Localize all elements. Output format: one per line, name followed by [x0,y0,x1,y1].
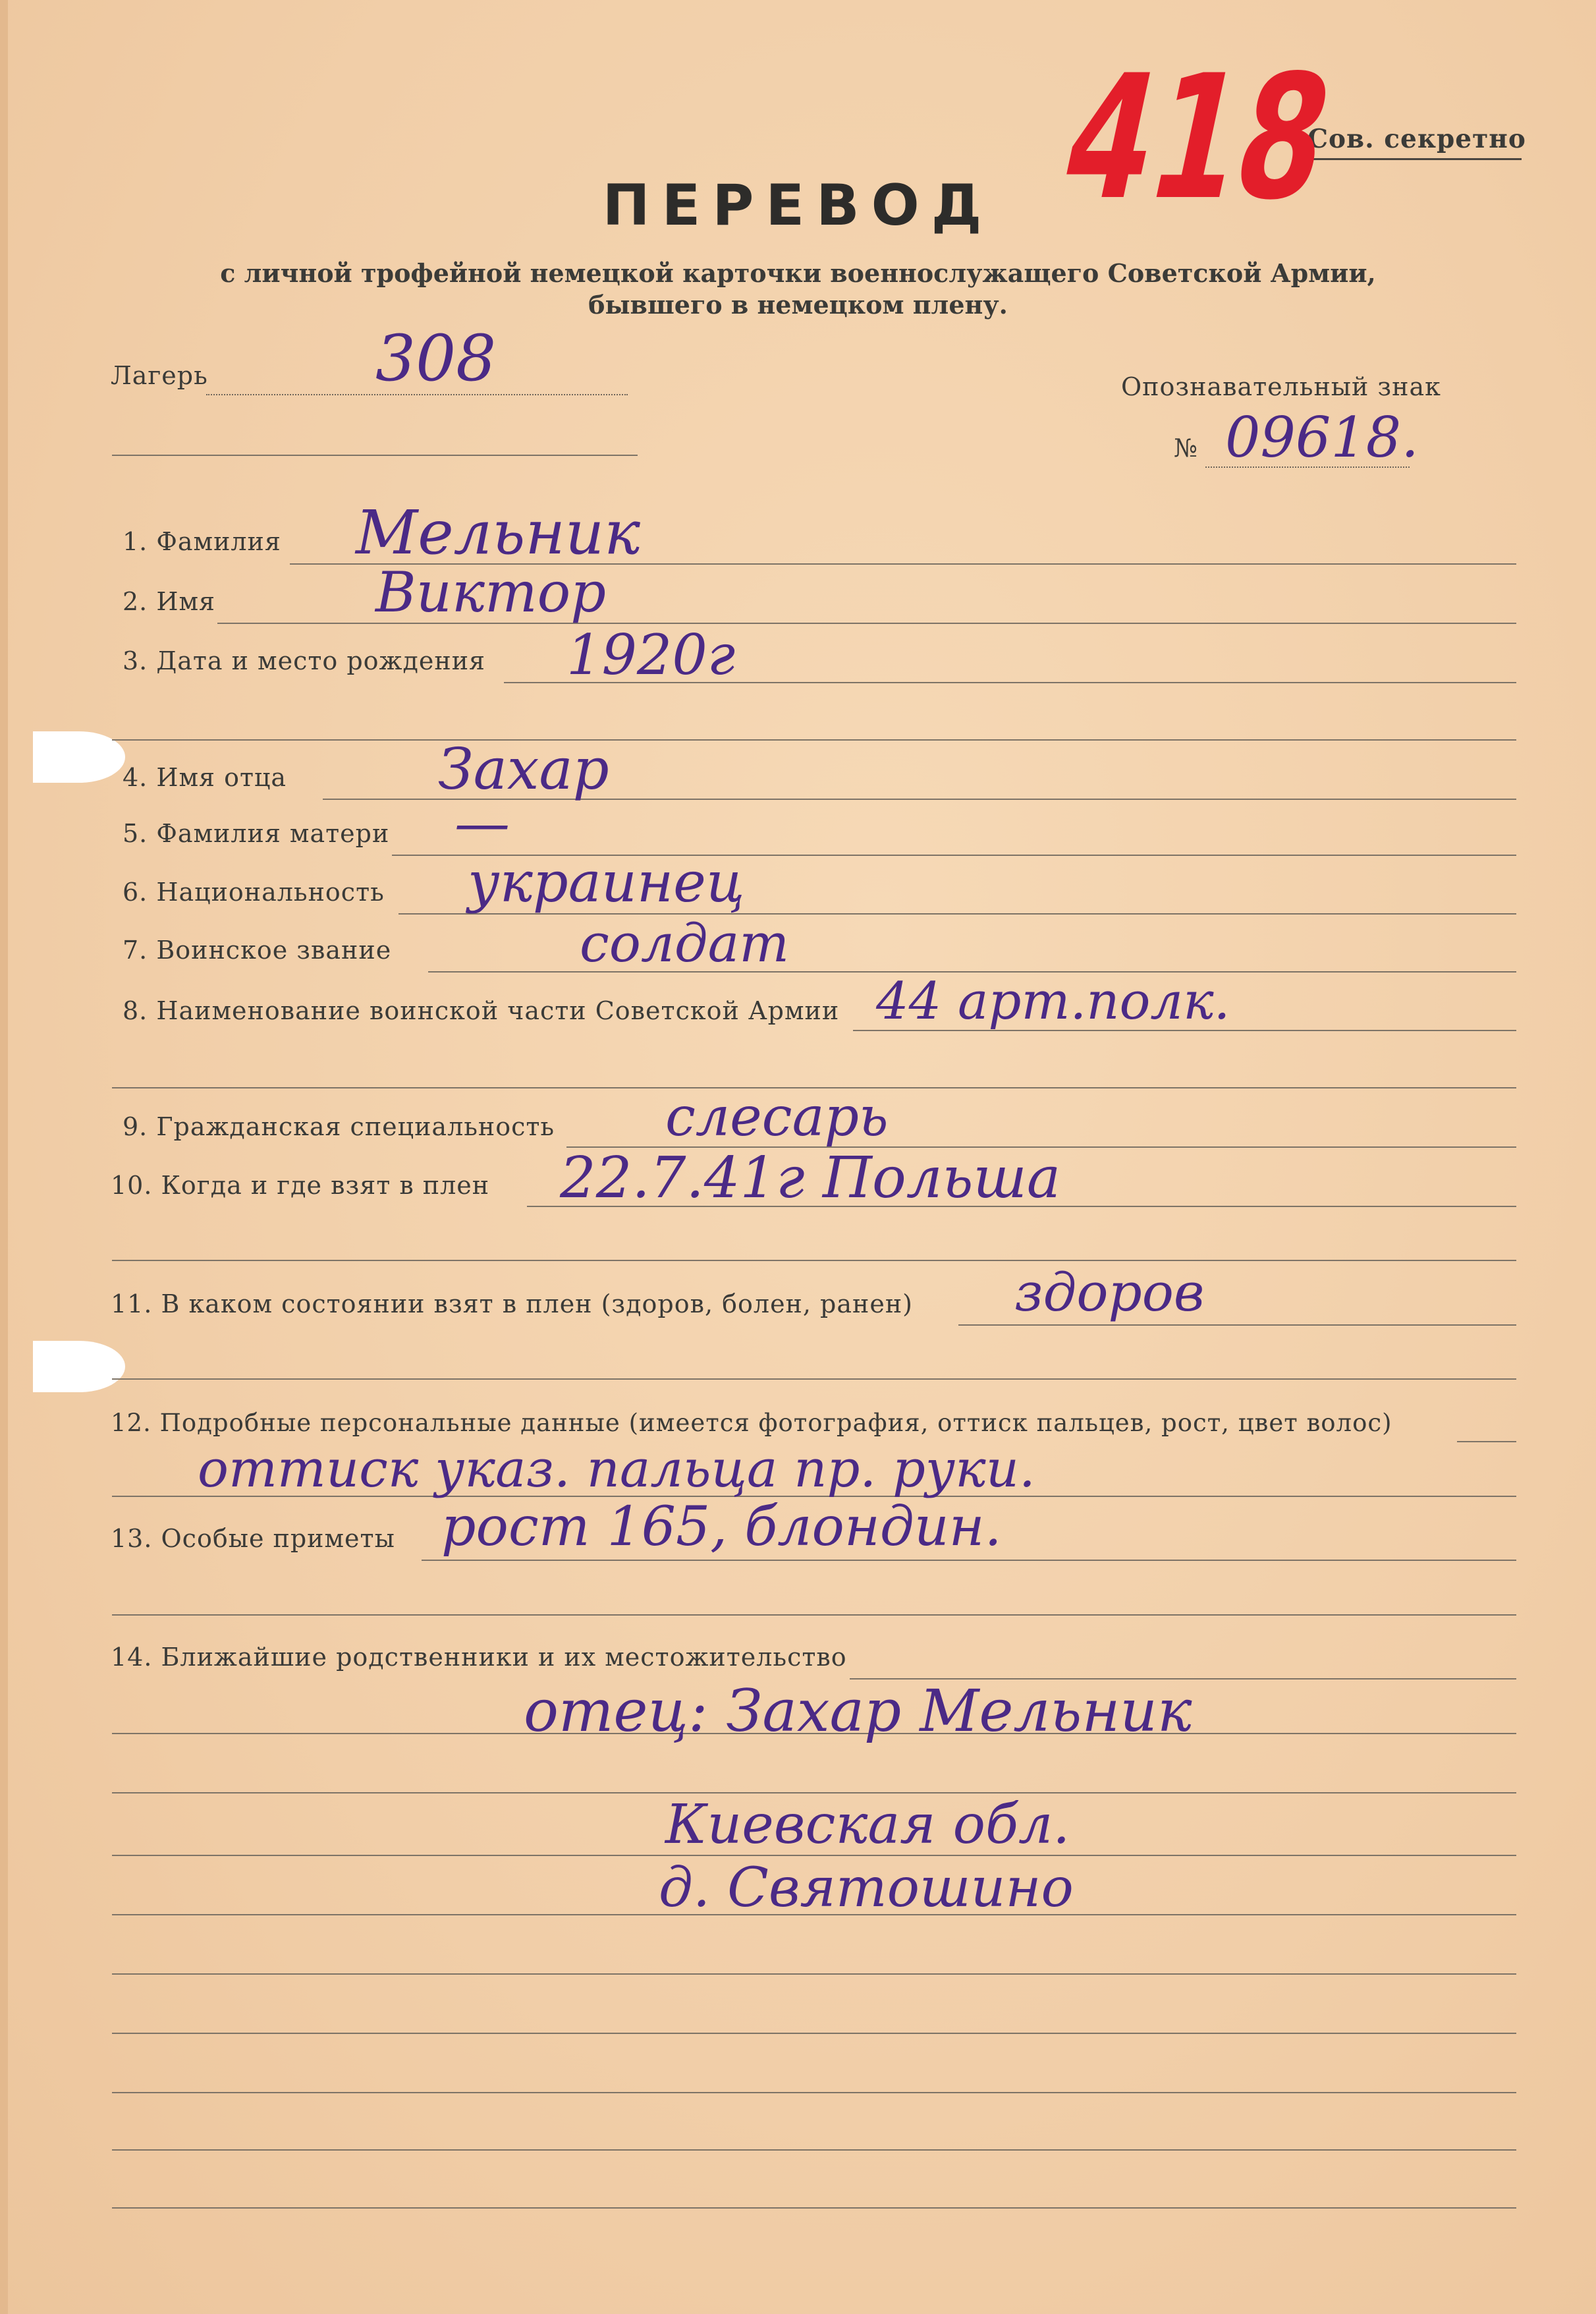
relatives-line-6 [112,2033,1516,2034]
camp-label: Лагерь [111,361,208,390]
field-3-extra-line [112,739,1516,741]
field-2-label: 2. Имя [123,587,216,616]
document-subtitle-line1: с личной трофейной немецкой карточки военнослужащего Советской Армии, [220,258,1376,288]
id-tag-value: 09618. [1225,405,1419,470]
field-5-value: — [454,791,510,855]
id-tag-label: Опознавательный знак [1121,372,1441,401]
field-13-line [422,1560,1516,1561]
field-13-label: 13. Особые приметы [111,1524,395,1553]
field-12-line [1457,1441,1516,1442]
field-4-label: 4. Имя отца [123,763,287,792]
field-3-label: 3. Дата и место рождения [123,646,486,675]
field-1-value: Мельник [356,497,641,568]
classification-mark: Сов. секретно [1307,124,1526,154]
field-8-label: 8. Наименование воинской части Советской Армии [123,996,840,1025]
red-stamp-number: 418 [1047,39,1348,238]
field-11-line [958,1324,1516,1326]
relatives-value-line3: д. Святошино [659,1857,1074,1919]
field-14-label: 14. Ближайшие родственники и их местожительство [111,1643,847,1672]
field-11-extra-line [112,1378,1516,1380]
field-6-label: 6. Национальность [123,878,385,907]
field-9-value: слесарь [665,1086,889,1148]
field-13-extra-line [112,1614,1516,1616]
relatives-line-8 [112,2149,1516,2151]
punch-hole [33,1341,125,1392]
field-7-label: 7. Воинское звание [123,936,392,965]
field-10-value: 22.7.41г Польша [560,1145,1061,1211]
field-11-value: здоров [1014,1262,1205,1323]
camp-extra-line [112,455,638,456]
camp-value: 308 [375,322,497,395]
field-9-label: 9. Гражданская специальность [123,1112,555,1141]
relatives-line-7 [112,2092,1516,2093]
field-6-value: украинец [468,850,745,915]
field-12-value: оттиск указ. пальца пр. руки. [198,1440,1035,1499]
relatives-line-9 [112,2207,1516,2209]
relatives-value-line2: Киевская обл. [665,1793,1070,1856]
field-3-value: 1920г [566,623,736,687]
field-12-label: 12. Подробные персональные данные (имеется фотография, оттиск пальцев, рост, цвет волос) [111,1409,1392,1437]
field-2-value: Виктор [375,560,606,625]
document-title: ПЕРЕВОД [602,173,994,239]
field-10-extra-line [112,1260,1516,1261]
field-4-value: Захар [438,737,609,803]
field-11-label: 11. В каком состоянии взят в плен (здоров, болен, ранен) [111,1289,913,1318]
field-10-label: 10. Когда и где взят в плен [111,1171,490,1200]
field-13-value: рост 165, блондин. [441,1496,1002,1558]
id-tag-no-label: № [1174,434,1198,463]
document-subtitle-line2: бывшего в немецком плену. [588,290,1008,320]
relatives-value-line1: отец: Захар Мельник [524,1677,1192,1745]
field-8-value: 44 арт.полк. [876,972,1230,1031]
classification-underline [1307,158,1522,160]
field-7-value: солдат [580,913,790,974]
punch-hole [33,731,125,783]
field-5-label: 5. Фамилия матери [123,819,390,848]
field-1-label: 1. Фамилия [123,527,281,556]
relatives-line-5 [112,1973,1516,1975]
